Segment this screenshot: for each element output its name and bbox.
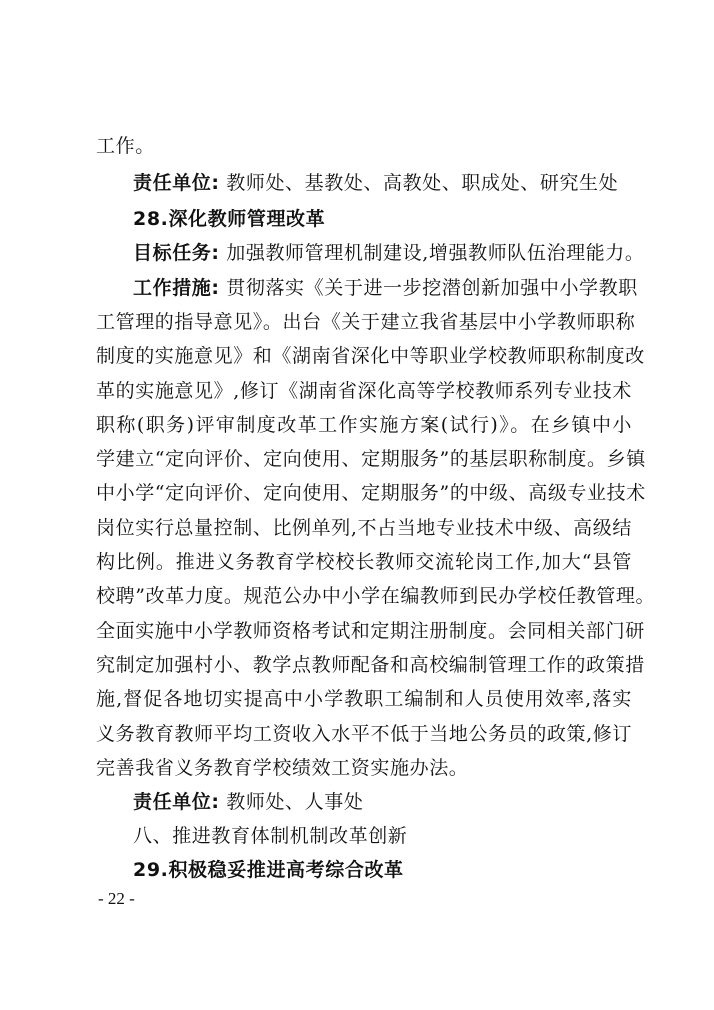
measures-line <box>133 275 638 301</box>
paragraph-line: 革的实施意见》,修订《湖南省深化高等学校教师系列专业技术 <box>96 380 632 402</box>
paragraph-line: 施,督促各地切实提高中小学教职工编制和人员使用效率,落实 <box>96 688 632 710</box>
paragraph-line: 究制定加强村小、教学点教师配备和高校编制管理工作的政策措 <box>96 654 645 676</box>
paragraph-line: 制度的实施意见》和《湖南省深化中等职业学校教师职称制度改 <box>96 345 645 367</box>
goal-label: 目标任务: <box>133 242 220 264</box>
paragraph-line: 全面实施中小学教师资格考试和定期注册制度。会同相关部门研 <box>96 620 645 642</box>
chapter-heading-8: 八、推进教育体制机制改革创新 <box>133 825 408 847</box>
responsible-units-text: 教师处、基教处、高教处、职成处、研究生处 <box>226 172 619 194</box>
paragraph-line: 义务教育教师平均工资收入水平不低于当地公务员的政策,修订 <box>96 723 632 745</box>
responsible-units-text: 教师处、人事处 <box>226 791 364 813</box>
responsible-units-line <box>133 789 632 815</box>
goal-line <box>133 240 645 266</box>
section-heading-29: 29.积极稳妥推进高考综合改革 <box>133 859 404 881</box>
paragraph-line: 构比例。推进义务教育学校校长教师交流轮岗工作,加大“县管 <box>96 551 632 573</box>
measures-label: 工作措施: <box>133 277 220 299</box>
paragraph-line: 工管理的指导意见》。出台《关于建立我省基层中小学教师职称 <box>96 311 636 333</box>
paragraph-line: 完善我省义务教育学校绩效工资实施办法。 <box>96 757 469 779</box>
text-line-continuation: 工作。 <box>96 135 155 157</box>
measures-text: 贯彻落实《关于进一步挖潜创新加强中小学教职 <box>226 277 638 299</box>
section-heading-28: 28.深化教师管理改革 <box>133 208 326 230</box>
paragraph-line: 学建立“定向评价、定向使用、定期服务”的基层职称制度。乡镇 <box>96 448 646 470</box>
responsible-units-label: 责任单位: <box>133 791 220 813</box>
responsible-units-label: 责任单位: <box>133 172 220 194</box>
paragraph-line: 校聘”改革力度。规范公办中小学在编教师到民办学校任教管理。 <box>96 585 656 607</box>
paragraph-line: 中小学“定向评价、定向使用、定期服务”的中级、高级专业技术 <box>96 482 646 504</box>
paragraph-line: 职称(职务)评审制度改革工作实施方案(试行)》。在乡镇中小 <box>96 414 632 436</box>
responsible-units-line <box>133 170 632 196</box>
page-number: - 22 - <box>98 889 135 908</box>
goal-text: 加强教师管理机制建设,增强教师队伍治理能力。 <box>226 242 645 264</box>
paragraph-line: 岗位实行总量控制、比例单列,不占当地专业技术中级、高级结 <box>96 517 632 539</box>
